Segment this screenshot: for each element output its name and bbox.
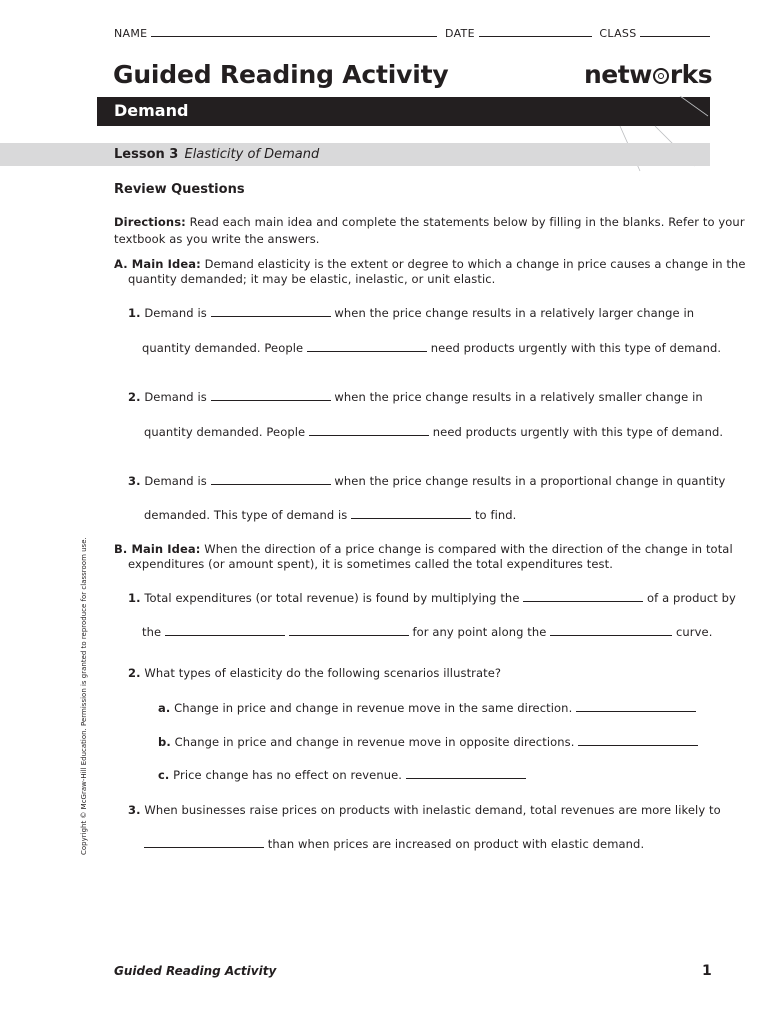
question-number: 1. <box>128 591 141 605</box>
question-a1-line-1 <box>128 306 694 320</box>
unit-title: Demand <box>114 101 189 120</box>
question-number: 3. <box>128 803 141 817</box>
question-text: demanded. This type of demand is <box>144 508 348 522</box>
question-text: Demand is <box>144 306 207 320</box>
question-b3-line-2 <box>144 837 644 851</box>
directions-label: Directions: <box>114 215 186 229</box>
answer-blank-b1-4[interactable] <box>550 625 672 636</box>
question-a2-line-2 <box>144 425 723 439</box>
answer-blank-a2-1[interactable] <box>211 390 331 401</box>
answer-blank-b1-2[interactable] <box>165 625 285 636</box>
question-text: when the price change results in a relatively larger change in <box>334 306 695 320</box>
question-a3-line-2 <box>144 508 516 522</box>
question-number: 2. <box>128 666 141 680</box>
answer-blank-a2-2[interactable] <box>309 425 429 436</box>
question-text: quantity demanded. People <box>142 341 304 355</box>
lesson-name: Elasticity of Demand <box>184 147 320 162</box>
section-a-text-1: Demand elasticity is the extent or degree to which a change in price causes a change in the <box>204 257 746 271</box>
page-number: 1 <box>702 963 712 979</box>
directions-line-2: textbook as you write the answers. <box>114 232 320 246</box>
question-text: curve. <box>675 625 713 639</box>
name-blank[interactable] <box>151 26 437 37</box>
question-text: Demand is <box>144 390 207 404</box>
question-text: of a product by <box>647 591 736 605</box>
lesson-label: Lesson 3 <box>114 147 179 162</box>
class-blank[interactable] <box>640 26 710 37</box>
section-b-line-2: expenditures (or amount spent), it is sometimes called the total expenditures test. <box>128 557 614 571</box>
directions-text-1: Read each main idea and complete the statements below by filling in the blanks. Refer to your <box>189 215 745 229</box>
name-label: NAME <box>114 27 148 40</box>
answer-blank-b2a[interactable] <box>576 701 696 712</box>
question-text: when the price change results in a relatively smaller change in <box>334 390 703 404</box>
question-text: Total expenditures (or total revenue) is found by multiplying the <box>144 591 520 605</box>
section-b-line-1 <box>114 542 733 556</box>
question-number: 1. <box>128 306 141 320</box>
sub-question-label: b. <box>158 735 171 749</box>
answer-blank-b2c[interactable] <box>406 768 526 779</box>
answer-blank-a1-2[interactable] <box>307 341 427 352</box>
question-b2c <box>158 768 526 782</box>
lesson-title <box>114 147 319 162</box>
question-text: to find. <box>474 508 517 522</box>
question-text: When businesses raise prices on products with inelastic demand, total revenues are more likely to <box>144 803 721 817</box>
section-b-text-1: When the direction of a price change is compared with the direction of the change in total <box>204 542 733 556</box>
question-text: for any point along the <box>412 625 547 639</box>
question-b2a <box>158 701 696 715</box>
question-b1-line-1 <box>128 591 736 605</box>
answer-blank-a3-1[interactable] <box>211 474 331 485</box>
question-a1-line-2 <box>142 341 721 355</box>
question-text: Change in price and change in revenue move in opposite directions. <box>174 735 575 749</box>
question-a2-line-1 <box>128 390 703 404</box>
logo-o-icon <box>653 68 669 84</box>
question-text: need products urgently with this type of demand. <box>430 341 722 355</box>
section-b-label: B. Main Idea: <box>114 542 201 556</box>
question-b1-line-2 <box>142 625 712 639</box>
answer-blank-a1-1[interactable] <box>211 306 331 317</box>
question-a3-line-1 <box>128 474 725 488</box>
directions-line-1 <box>114 215 745 229</box>
logo-text-end: rks <box>669 60 713 89</box>
answer-blank-b1-3[interactable] <box>289 625 409 636</box>
sub-question-label: a. <box>158 701 171 715</box>
answer-blank-b3[interactable] <box>144 837 264 848</box>
question-text: than when prices are increased on product with elastic demand. <box>267 837 645 851</box>
page-title: Guided Reading Activity <box>113 60 449 89</box>
date-label: DATE <box>445 27 475 40</box>
copyright-note: Copyright © McGraw-Hill Education. Permission is granted to reproduce for classroom use. <box>80 537 88 855</box>
section-a-label: A. Main Idea: <box>114 257 201 271</box>
question-b2b <box>158 735 698 749</box>
question-text: need products urgently with this type of demand. <box>432 425 724 439</box>
review-heading: Review Questions <box>114 182 245 197</box>
question-text: Change in price and change in revenue move in the same direction. <box>174 701 573 715</box>
question-text: when the price change results in a proportional change in quantity <box>334 474 726 488</box>
answer-blank-b1-1[interactable] <box>523 591 643 602</box>
question-b3-line-1 <box>128 803 721 817</box>
answer-blank-b2b[interactable] <box>578 735 698 746</box>
question-b2 <box>128 666 501 680</box>
question-text: Price change has no effect on revenue. <box>173 768 403 782</box>
footer-title: Guided Reading Activity <box>114 964 277 978</box>
question-text: the <box>142 625 162 639</box>
class-label: CLASS <box>599 27 637 40</box>
logo-text-start: netw <box>584 60 652 89</box>
answer-blank-a3-2[interactable] <box>351 508 471 519</box>
question-text: quantity demanded. People <box>144 425 306 439</box>
date-blank[interactable] <box>479 26 592 37</box>
sub-question-label: c. <box>158 768 170 782</box>
networks-logo <box>584 60 712 89</box>
question-number: 3. <box>128 474 141 488</box>
section-a-line-1 <box>114 257 746 271</box>
question-text: What types of elasticity do the following scenarios illustrate? <box>144 666 502 680</box>
lesson-bar <box>0 143 710 166</box>
question-number: 2. <box>128 390 141 404</box>
name-field-row <box>114 26 710 40</box>
section-a-line-2: quantity demanded; it may be elastic, inelastic, or unit elastic. <box>128 272 496 286</box>
question-text: Demand is <box>144 474 207 488</box>
